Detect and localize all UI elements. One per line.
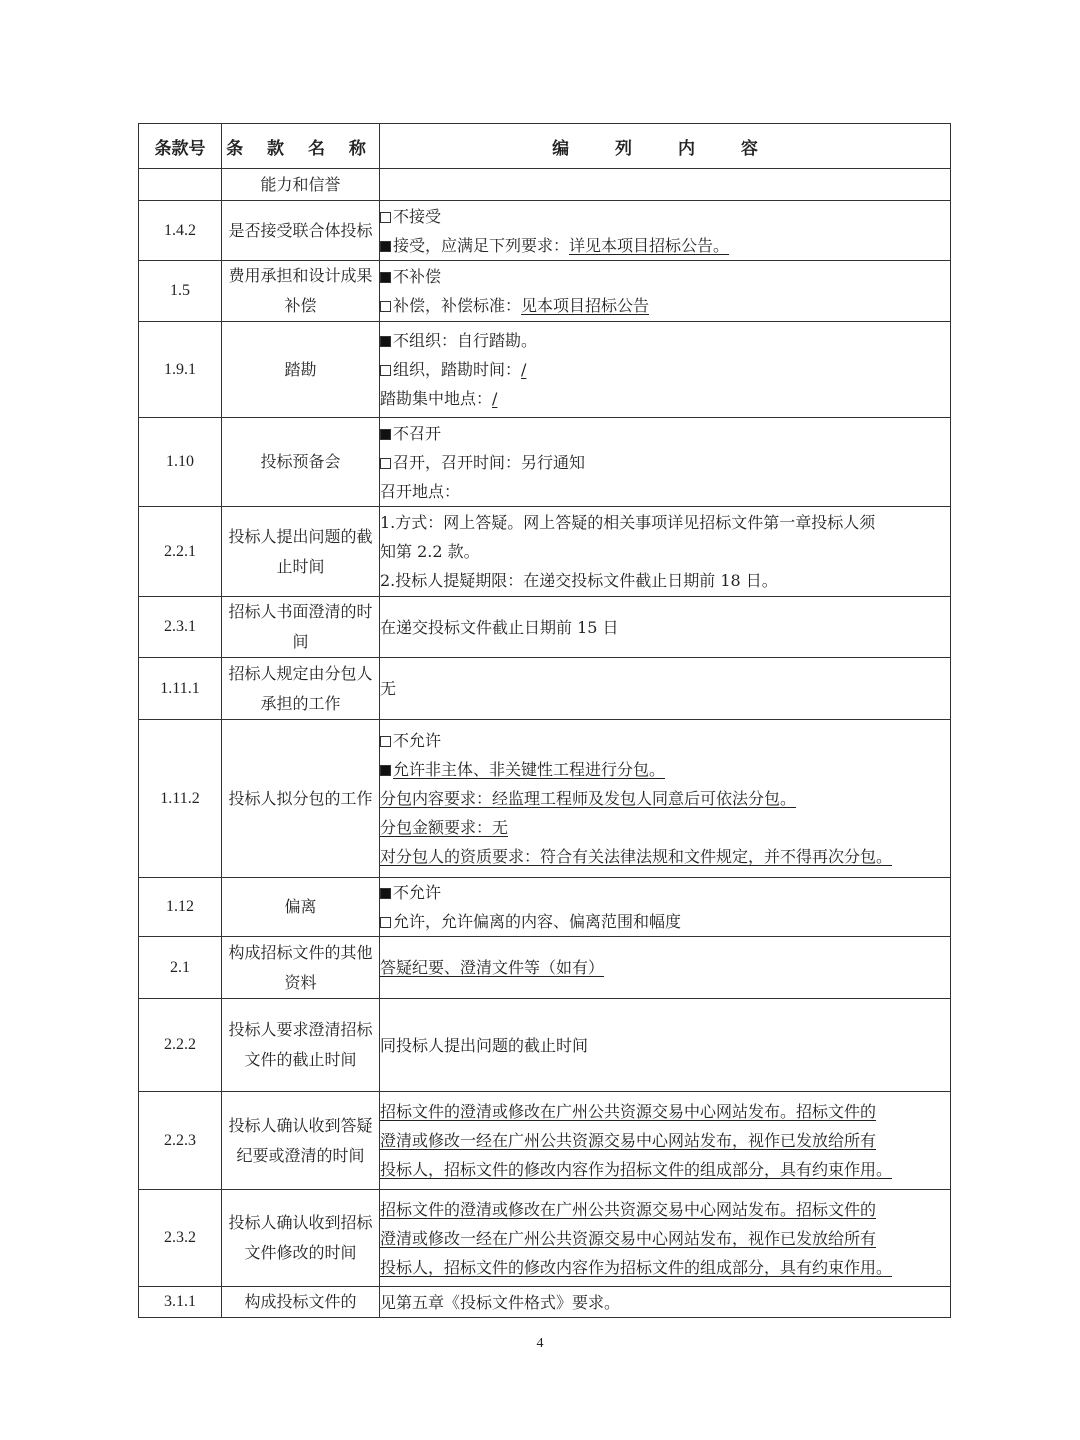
table-body xyxy=(139,169,951,1318)
unchecked-box-icon xyxy=(380,458,391,469)
unchecked-box-icon xyxy=(380,212,391,223)
clause-number: 1.10 xyxy=(139,418,222,507)
unchecked-box-icon xyxy=(380,736,391,747)
clause-name: 踏勘 xyxy=(222,322,380,418)
line-text: 召开地点： xyxy=(380,481,461,501)
clause-content xyxy=(380,1190,951,1287)
line-text: 允许，允许偏离的内容、偏离范围和幅度 xyxy=(393,912,682,931)
underlined-text: 答疑纪要、澄清文件等（如有） xyxy=(380,958,605,977)
unchecked-box-icon xyxy=(380,917,391,928)
underlined-text: 招标文件的澄清或修改在广州公共资源交易中心网站发布。招标文件的 xyxy=(380,1102,877,1121)
clause-number xyxy=(139,169,222,201)
clause-content xyxy=(380,1287,951,1318)
line-text: 踏勘集中地点： xyxy=(380,389,493,408)
line-text: 见第五章《投标文件格式》要求。 xyxy=(380,1292,621,1312)
underlined-text: 澄清或修改一经在广州公共资源交易中心网站发布，视作已发放给所有 xyxy=(380,1131,877,1150)
clause-name: 投标人要求澄清招标文件的截止时间 xyxy=(222,999,380,1092)
clause-content xyxy=(380,878,951,937)
line-text: 不接受 xyxy=(393,206,442,226)
line-text: 不允许 xyxy=(393,731,442,750)
clause-name: 构成投标文件的 xyxy=(222,1287,380,1318)
checked-box-icon xyxy=(380,336,391,347)
header-clause-number: 条款号 xyxy=(139,124,222,169)
clause-name: 投标人确认收到招标文件修改的时间 xyxy=(222,1190,380,1287)
content-line xyxy=(380,613,950,642)
clause-content xyxy=(380,507,951,597)
table-row xyxy=(139,261,951,322)
content-line xyxy=(380,326,950,355)
checked-box-icon xyxy=(380,241,391,252)
line-text: 1.方式：网上答疑。网上答疑的相关事项详见招标文件第一章投标人须 xyxy=(380,513,876,532)
content-line xyxy=(380,755,950,784)
content-line xyxy=(380,384,950,413)
checked-box-icon xyxy=(380,888,391,899)
clause-content xyxy=(380,597,951,658)
line-text: 2.投标人提疑期限：在递交投标文件截止日期前 18 日。 xyxy=(380,571,778,590)
underlined-text: 澄清或修改一经在广州公共资源交易中心网站发布，视作已发放给所有 xyxy=(380,1228,877,1248)
content-line xyxy=(380,508,950,537)
line-text: 不允许 xyxy=(393,883,442,902)
clause-content xyxy=(380,658,951,720)
content-line xyxy=(380,1224,950,1253)
line-text: 不召开 xyxy=(393,423,442,443)
line-text: 知第 2.2 款。 xyxy=(380,542,480,561)
table-row xyxy=(139,1092,951,1190)
content-line xyxy=(380,1288,950,1317)
content-line xyxy=(380,1195,950,1224)
clause-name: 能力和信誉 xyxy=(222,169,380,201)
checked-box-icon xyxy=(380,429,391,440)
underlined-text: 分包内容要求：经监理工程师及发包人同意后可依法分包。 xyxy=(380,789,797,808)
underlined-text: 对分包人的资质要求：符合有关法律法规和文件规定，并不得再次分包。 xyxy=(380,847,893,866)
table-row xyxy=(139,999,951,1092)
clause-name: 招标人书面澄清的时间 xyxy=(222,597,380,658)
content-line xyxy=(380,419,950,448)
clause-name: 投标预备会 xyxy=(222,418,380,507)
underlined-text: 投标人，招标文件的修改内容作为招标文件的组成部分，具有约束作用。 xyxy=(380,1160,893,1179)
table-row xyxy=(139,418,951,507)
line-text: 不组织：自行踏勘。 xyxy=(393,331,538,350)
clause-name: 投标人确认收到答疑纪要或澄清的时间 xyxy=(222,1092,380,1190)
line-text: 无 xyxy=(380,679,397,698)
header-content: 编 列 内 容 xyxy=(380,124,951,169)
clause-name: 投标人提出问题的截止时间 xyxy=(222,507,380,597)
table-row xyxy=(139,878,951,937)
content-line xyxy=(380,355,950,384)
clause-number: 1.5 xyxy=(139,261,222,322)
underlined-text: 详见本项目招标公告。 xyxy=(569,235,730,255)
table-row xyxy=(139,1287,951,1318)
checked-box-icon xyxy=(380,272,391,283)
clause-number: 3.1.1 xyxy=(139,1287,222,1318)
clause-number: 1.11.1 xyxy=(139,658,222,720)
clause-content xyxy=(380,201,951,261)
line-text: 接受，应满足下列要求： xyxy=(393,235,570,255)
table-row xyxy=(139,658,951,720)
clause-number: 1.4.2 xyxy=(139,201,222,261)
clause-number: 2.3.1 xyxy=(139,597,222,658)
clause-name: 招标人规定由分包人承担的工作 xyxy=(222,658,380,720)
content-line xyxy=(380,262,950,291)
content-line xyxy=(380,907,950,936)
clause-name: 投标人拟分包的工作 xyxy=(222,720,380,878)
content-line xyxy=(380,726,950,755)
clause-number: 1.11.2 xyxy=(139,720,222,878)
header-clause-name: 条 款 名 称 xyxy=(222,124,380,169)
content-line xyxy=(380,674,950,703)
content-line xyxy=(380,231,950,260)
clause-content xyxy=(380,720,951,878)
content-line xyxy=(380,566,950,595)
checked-box-icon xyxy=(380,765,391,776)
content-line xyxy=(380,477,950,506)
clause-number: 2.2.3 xyxy=(139,1092,222,1190)
underlined-text: 分包金额要求：无 xyxy=(380,818,509,837)
content-line xyxy=(380,448,950,477)
unchecked-box-icon xyxy=(380,365,391,376)
content-line xyxy=(380,842,950,871)
table-header-row xyxy=(139,124,951,169)
clause-number: 2.1 xyxy=(139,937,222,999)
line-text: 召开，召开时间：另行通知 xyxy=(393,452,586,472)
line-text: 不补偿 xyxy=(393,267,442,286)
unchecked-box-icon xyxy=(380,301,391,312)
underlined-text: 招标文件的澄清或修改在广州公共资源交易中心网站发布。招标文件的 xyxy=(380,1199,877,1219)
content-line xyxy=(380,878,950,907)
clause-content xyxy=(380,999,951,1092)
clause-number: 2.3.2 xyxy=(139,1190,222,1287)
content-line xyxy=(380,1097,950,1126)
content-line xyxy=(380,1253,950,1282)
content-line xyxy=(380,813,950,842)
clause-number: 1.12 xyxy=(139,878,222,937)
clause-name: 构成招标文件的其他资料 xyxy=(222,937,380,999)
clause-number: 1.9.1 xyxy=(139,322,222,418)
table-row xyxy=(139,937,951,999)
line-text: 补偿，补偿标准： xyxy=(393,296,522,315)
table-row xyxy=(139,597,951,658)
underlined-text: 见本项目招标公告 xyxy=(521,296,650,315)
clause-name: 是否接受联合体投标 xyxy=(222,201,380,261)
content-line xyxy=(380,1126,950,1155)
line-text: 同投标人提出问题的截止时间 xyxy=(380,1035,589,1055)
underlined-text: 投标人，招标文件的修改内容作为招标文件的组成部分，具有约束作用。 xyxy=(380,1257,893,1277)
clause-number: 2.2.1 xyxy=(139,507,222,597)
line-text: 在递交投标文件截止日期前 15 日 xyxy=(380,617,619,637)
table-row xyxy=(139,322,951,418)
content-line xyxy=(380,202,950,231)
clause-content xyxy=(380,1092,951,1190)
clause-table xyxy=(138,123,951,1318)
table-row xyxy=(139,720,951,878)
content-line xyxy=(380,537,950,566)
page-number: 4 xyxy=(536,1336,544,1351)
table-row xyxy=(139,1190,951,1287)
underlined-text: / xyxy=(492,389,498,408)
content-line xyxy=(380,1031,950,1060)
content-line xyxy=(380,1155,950,1184)
content-line xyxy=(380,784,950,813)
underlined-text: 允许非主体、非关键性工程进行分包。 xyxy=(393,760,666,779)
clause-name: 费用承担和设计成果补偿 xyxy=(222,261,380,322)
underlined-text: / xyxy=(521,360,527,379)
clause-content xyxy=(380,169,951,201)
content-line xyxy=(380,953,950,982)
clause-content xyxy=(380,937,951,999)
clause-content xyxy=(380,261,951,322)
table-row xyxy=(139,169,951,201)
content-line xyxy=(380,291,950,320)
table-row xyxy=(139,201,951,261)
clause-content xyxy=(380,322,951,418)
table-row xyxy=(139,507,951,597)
clause-number: 2.2.2 xyxy=(139,999,222,1092)
clause-content xyxy=(380,418,951,507)
line-text: 组织，踏勘时间： xyxy=(393,360,522,379)
clause-name: 偏离 xyxy=(222,878,380,937)
